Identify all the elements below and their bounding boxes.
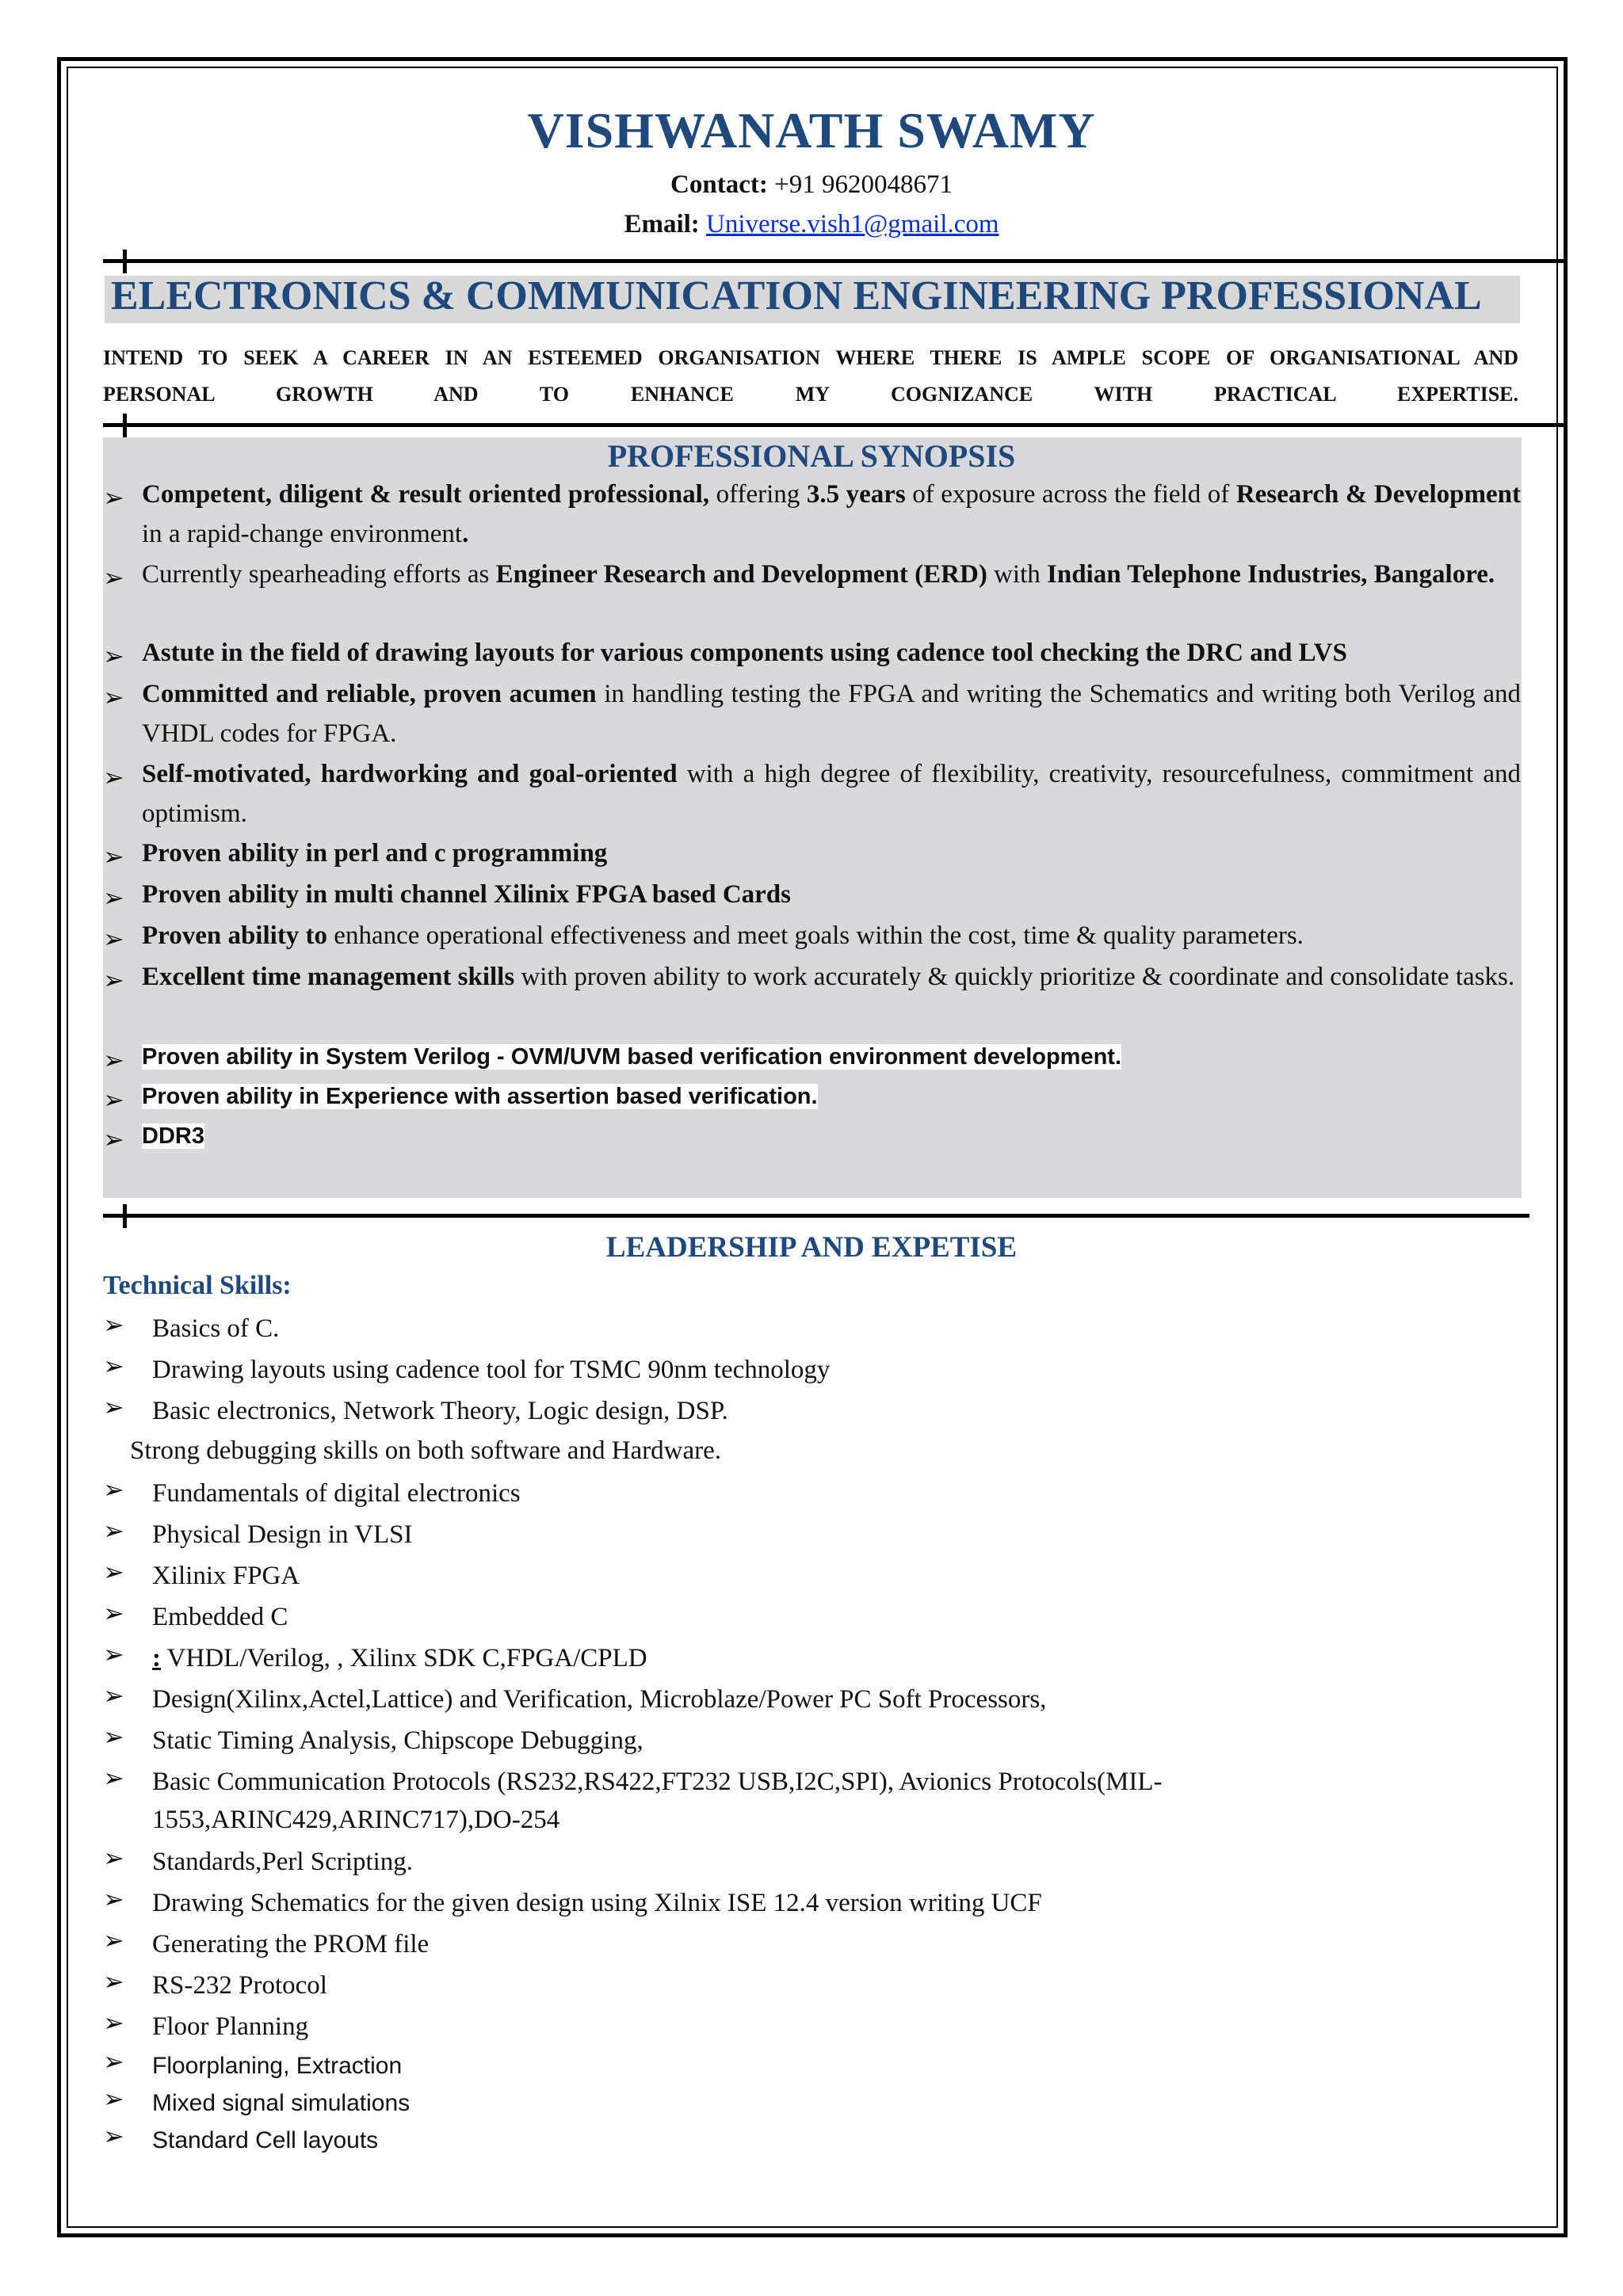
skill-item: Static Timing Analysis, Chipscope Debugging, (152, 1726, 643, 1755)
synopsis-text: Proven ability in Experience with assertion based verification. (142, 1084, 818, 1109)
arrow-bullet-icon: ➢ (103, 1393, 124, 1421)
skill-item: Basics of C. (152, 1314, 280, 1343)
arrow-bullet-icon: ➢ (103, 842, 124, 871)
arrow-bullet-icon: ➢ (103, 683, 124, 711)
synopsis-text: Proven ability in multi channel Xilinix FPGA based Cards (142, 880, 791, 909)
divider-rule-2 (103, 423, 1565, 427)
email-line (0, 210, 1623, 239)
objective-line-1: INTEND TO SEEK A CAREER IN AN ESTEEMED ORGANISATION WHERE THERE IS AMPLE SCOPE OF ORGANISATIONAL AND (103, 346, 1518, 369)
synopsis-text: Committed and reliable, proven acumen in handling testing the FPGA and writing the Schematics and writing both Verilog and VHDL codes for FPGA. (142, 680, 1521, 748)
synopsis-text: Proven ability in System Verilog - OVM/UVM based verification environment development. (142, 1044, 1122, 1070)
arrow-bullet-icon: ➢ (103, 1640, 124, 1669)
divider-rule-3 (103, 1214, 1529, 1218)
arrow-bullet-icon: ➢ (103, 1516, 124, 1545)
skill-item: Generating the PROM file (152, 1930, 430, 1958)
contact-line (0, 170, 1623, 200)
synopsis-title: PROFESSIONAL SYNOPSIS (607, 438, 1016, 474)
synopsis-text: Competent, diligent & result oriented professional, offering 3.5 years of exposure across the field of Research & Development in a rapid-change environment. (142, 480, 1522, 548)
arrow-bullet-icon: ➢ (103, 2084, 124, 2113)
arrow-bullet-icon: ➢ (103, 563, 124, 592)
arrow-bullet-icon: ➢ (103, 1558, 124, 1586)
divider-tick-2 (123, 414, 127, 437)
skill-item: Standards,Perl Scripting. (152, 1848, 414, 1876)
skill-item: : VHDL/Verilog, , Xilinx SDK C,FPGA/CPLD (152, 1644, 647, 1672)
arrow-bullet-icon: ➢ (103, 1085, 124, 1114)
skill-item: Embedded C (152, 1603, 288, 1631)
arrow-bullet-icon: ➢ (103, 1125, 124, 1154)
skill-item: Drawing layouts using cadence tool for TSMC 90nm technology (152, 1356, 831, 1384)
skill-item-continued: 1553,ARINC429,ARINC717),DO-254 (152, 1806, 560, 1834)
skill-colon-marker: : (152, 1644, 161, 1672)
skill-item: Strong debugging skills on both software and Hardware. (130, 1436, 722, 1465)
contact-phone: +91 9620048671 (767, 170, 953, 199)
synopsis-text: Currently spearheading efforts as Engineer Research and Development (ERD) with Indian Telephone Industries, Bangalore. (142, 560, 1495, 589)
arrow-bullet-icon: ➢ (103, 2047, 124, 2076)
skill-item: Physical Design in VLSI (152, 1520, 413, 1549)
skill-item: Floorplaning, Extraction (152, 2053, 403, 2079)
arrow-bullet-icon: ➢ (103, 763, 124, 791)
synopsis-text: Self-motivated, hardworking and goal-oriented with a high degree of flexibility, creativity, resourcefulness, commitment and optimism. (142, 760, 1521, 828)
arrow-bullet-icon: ➢ (103, 1310, 124, 1339)
synopsis-text: Excellent time management skills with proven ability to work accurately & quickly prioritize & coordinate and consolidate tasks. (142, 963, 1515, 991)
arrow-bullet-icon: ➢ (103, 483, 124, 512)
divider-tick-3 (123, 1204, 127, 1228)
arrow-bullet-icon: ➢ (103, 1681, 124, 1710)
arrow-bullet-icon: ➢ (103, 1475, 124, 1504)
skill-item: Floor Planning (152, 2012, 309, 2041)
skill-item: Mixed signal simulations (152, 2090, 411, 2116)
skill-item: Fundamentals of digital electronics (152, 1479, 521, 1508)
arrow-bullet-icon: ➢ (103, 1352, 124, 1380)
arrow-bullet-icon: ➢ (103, 1967, 124, 1996)
professional-headline: ELECTRONICS & COMMUNICATION ENGINEERING PROFESSIONAL (111, 273, 1482, 318)
contact-label: Contact: (670, 170, 768, 199)
skill-item: Basic electronics, Network Theory, Logic design, DSP. (152, 1397, 728, 1425)
arrow-bullet-icon: ➢ (103, 642, 124, 670)
skill-item: Drawing Schematics for the given design using Xilnix ISE 12.4 version writing UCF (152, 1889, 1042, 1917)
skill-item: Standard Cell layouts (152, 2127, 379, 2153)
arrow-bullet-icon: ➢ (103, 1764, 124, 1792)
synopsis-text: Astute in the field of drawing layouts for various components using cadence tool checking the DRC and LVS (142, 639, 1347, 667)
arrow-bullet-icon: ➢ (103, 966, 124, 994)
technical-skills-label: Technical Skills: (103, 1271, 292, 1300)
skill-item: Design(Xilinx,Actel,Lattice) and Verification, Microblaze/Power PC Soft Processors, (152, 1685, 1047, 1714)
objective-line-2: PERSONAL GROWTH AND TO ENHANCE MY COGNIZANCE WITH PRACTICAL EXPERTISE. (103, 383, 1518, 406)
arrow-bullet-icon: ➢ (103, 1599, 124, 1627)
email-link[interactable]: Universe.vish1@gmail.com (706, 210, 999, 238)
email-label: Email: (624, 210, 700, 238)
arrow-bullet-icon: ➢ (103, 1885, 124, 1913)
leadership-title: LEADERSHIP AND EXPETISE (605, 1231, 1018, 1264)
skill-item: Basic Communication Protocols (RS232,RS422,FT232 USB,I2C,SPI), Avionics Protocols(MIL- (152, 1768, 1163, 1796)
candidate-name: VISHWANATH SWAMY (527, 102, 1096, 158)
arrow-bullet-icon: ➢ (103, 883, 124, 912)
arrow-bullet-icon: ➢ (103, 2122, 124, 2150)
synopsis-text: DDR3 (142, 1123, 204, 1149)
arrow-bullet-icon: ➢ (103, 1722, 124, 1751)
arrow-bullet-icon: ➢ (103, 1926, 124, 1955)
skill-item: Xilinix FPGA (152, 1562, 300, 1590)
skill-item: RS-232 Protocol (152, 1971, 327, 2000)
divider-tick-1 (123, 250, 127, 273)
synopsis-text: Proven ability in perl and c programming (142, 839, 608, 868)
arrow-bullet-icon: ➢ (103, 2008, 124, 2037)
arrow-bullet-icon: ➢ (103, 925, 124, 953)
arrow-bullet-icon: ➢ (103, 1844, 124, 1872)
arrow-bullet-icon: ➢ (103, 1046, 124, 1074)
synopsis-text: Proven ability to enhance operational effectiveness and meet goals within the cost, time & quality parameters. (142, 921, 1304, 950)
divider-rule-1 (103, 259, 1565, 263)
